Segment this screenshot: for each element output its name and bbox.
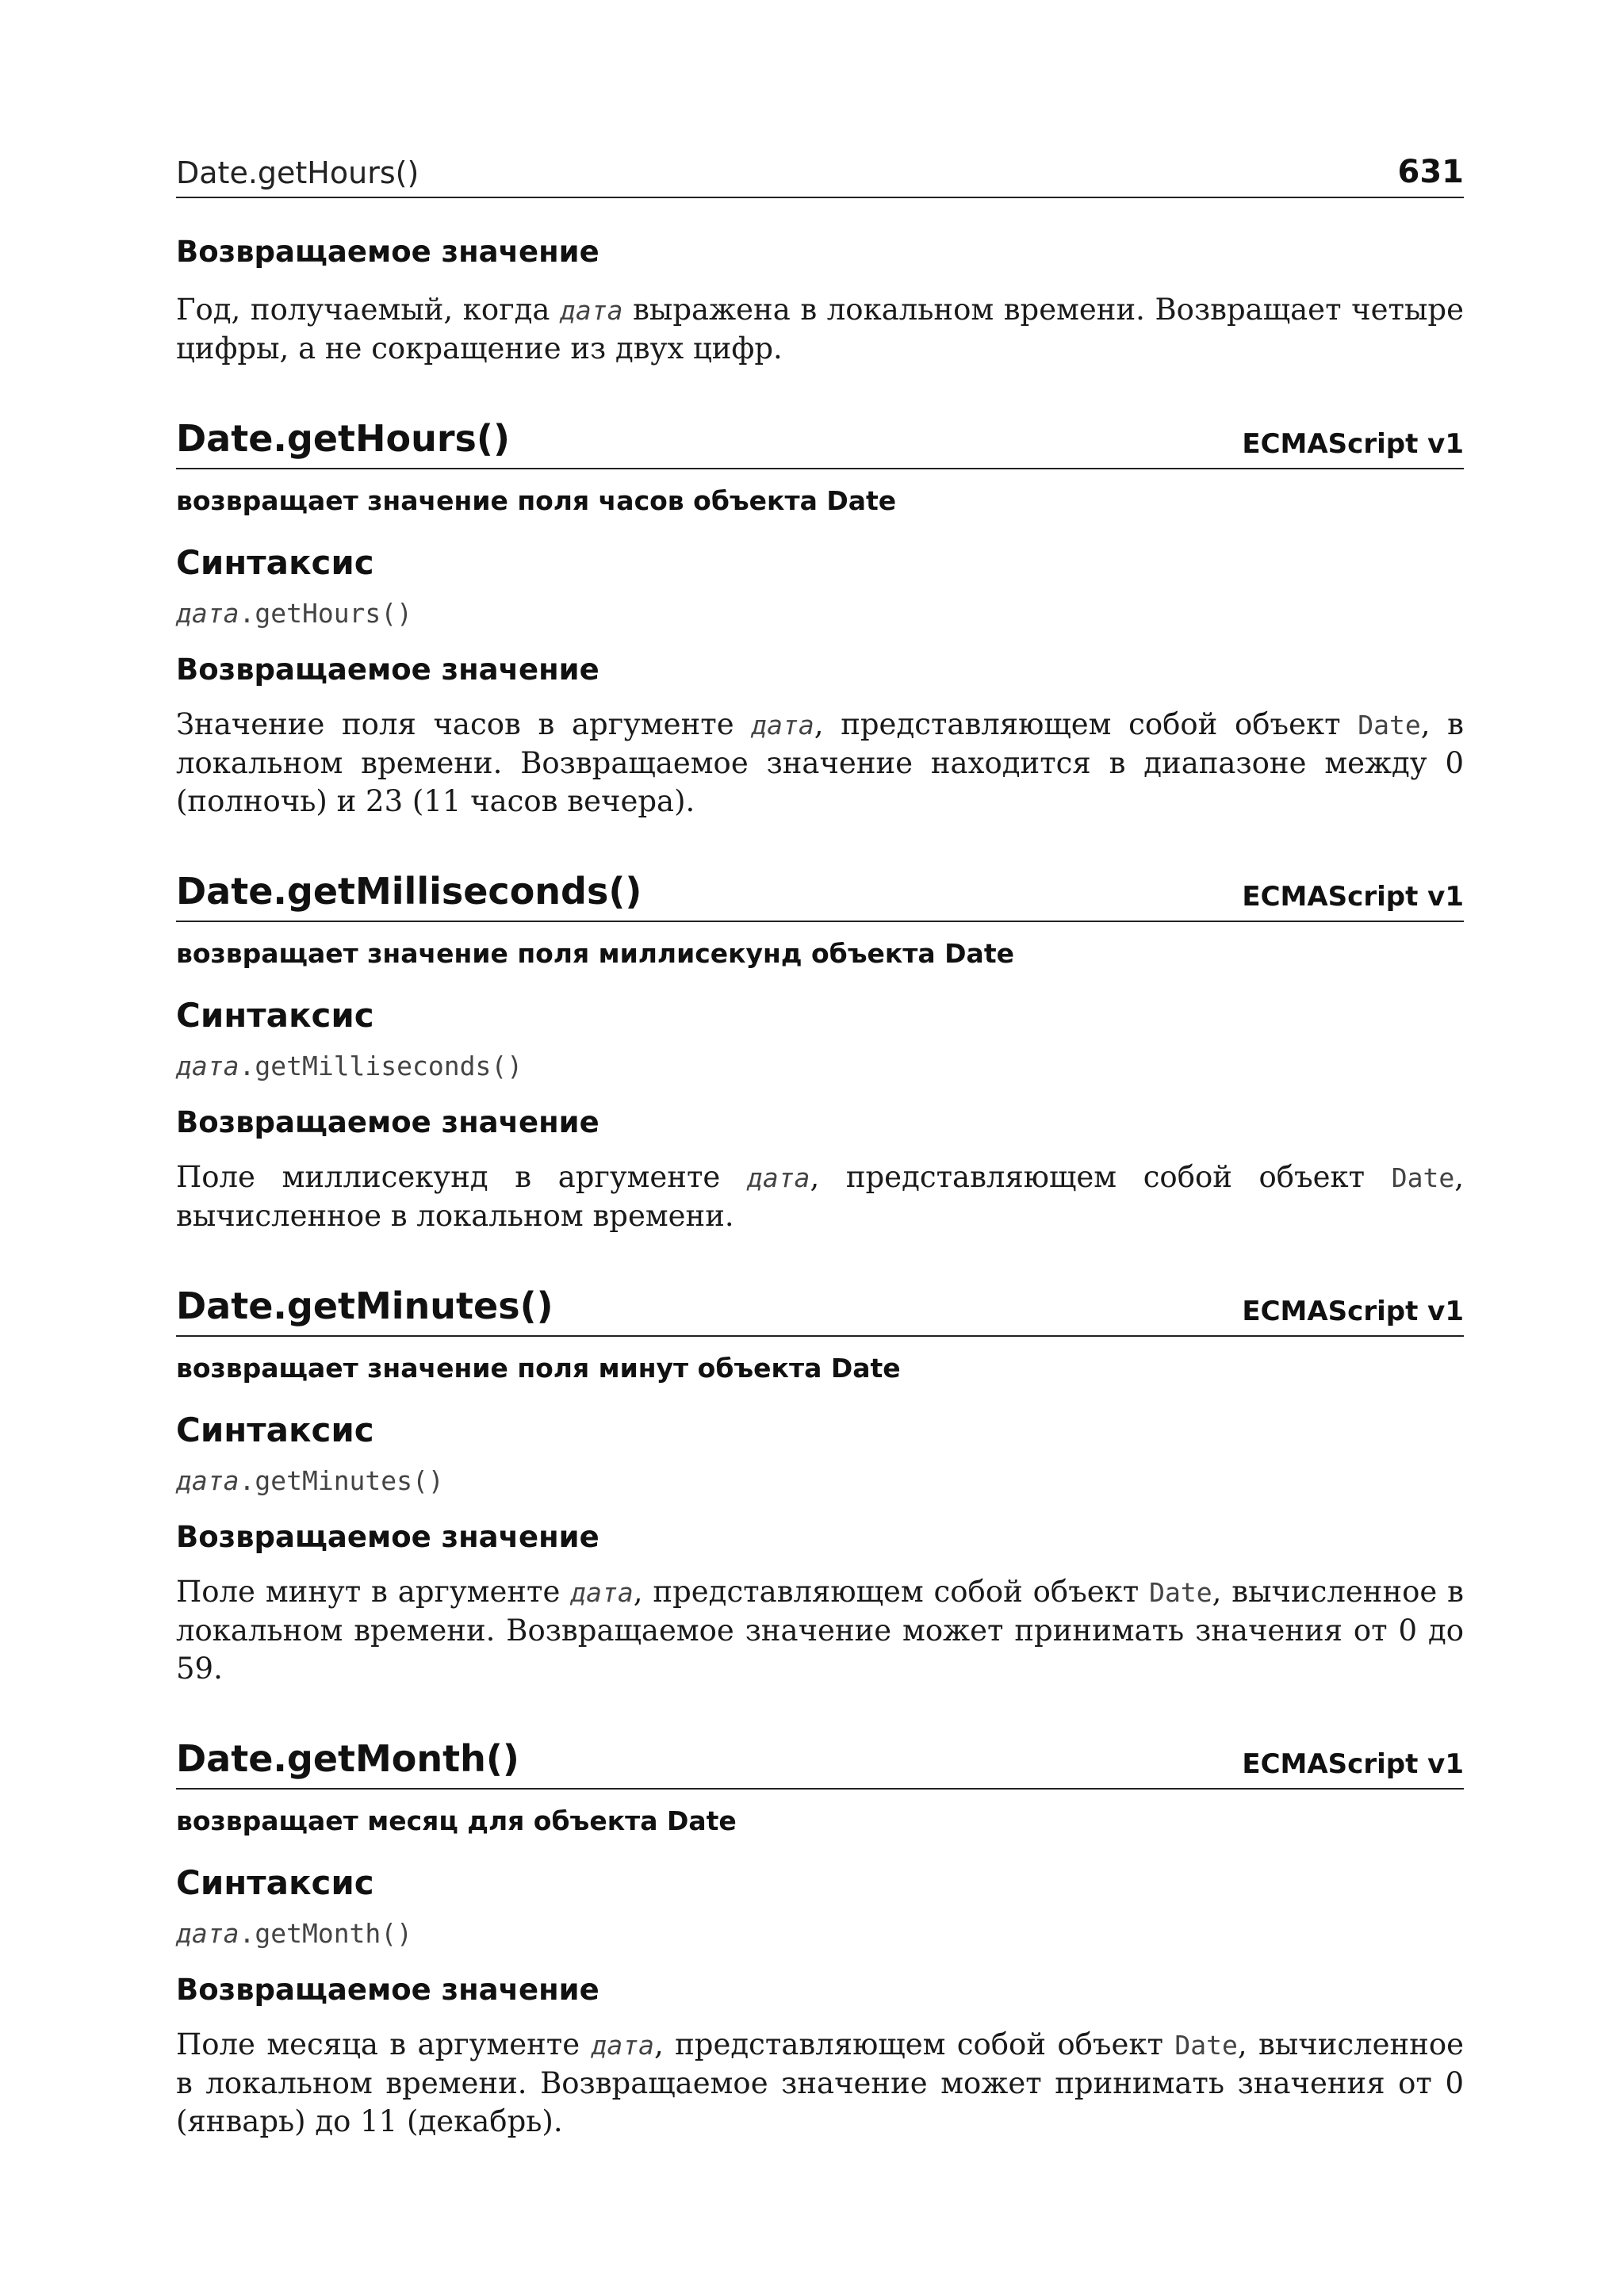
returns-text-part: , вычисленное в локальном времени. Возвращаемое значение может принимать значения от 0 до 59. (176, 1575, 1464, 1686)
date-variable: дата (746, 1162, 810, 1193)
entry-header (176, 417, 1464, 469)
entry-getMonth (176, 1737, 1464, 2141)
code-date: Date (1391, 1162, 1455, 1193)
entry-title: Date.getMilliseconds() (176, 870, 642, 913)
date-variable: дата (176, 1918, 239, 1949)
entry-header (176, 1284, 1464, 1337)
page-number: 631 (1397, 154, 1464, 190)
date-variable: дата (176, 598, 239, 629)
returns-text-part: , представляющем собой объект (810, 1160, 1392, 1194)
date-variable: дата (176, 1465, 239, 1496)
entry-getHours (176, 417, 1464, 821)
date-variable: дата (591, 2030, 654, 2061)
syntax-heading: Синтаксис (176, 543, 374, 582)
entry-description: возвращает значение поля часов объекта Date (176, 485, 897, 516)
returns-text-part: , в локальном времени. Возвращаемое значение находится в диапазоне между 0 (полночь) и 23 (11 часов вечера). (176, 707, 1464, 818)
returns-heading: Возвращаемое значение (176, 1520, 599, 1554)
entry-description: возвращает месяц для объекта Date (176, 1805, 737, 1836)
returns-heading: Возвращаемое значение (176, 653, 599, 687)
syntax-line (176, 1918, 1464, 1949)
returns-text (176, 291, 1464, 368)
returns-text-part: выражена в локальном времени. Возвращает четыре цифры, а не сокращение из двух цифр. (176, 293, 1464, 366)
syntax-method: .getMinutes() (239, 1465, 444, 1496)
returns-text-part: , представляющем собой объект (633, 1575, 1150, 1609)
returns-text (176, 1158, 1464, 1235)
syntax-method: .getMonth() (239, 1918, 413, 1949)
returns-text-part: , вычисленное в локальном времени. Возвращаемое значение может принимать значения от 0 (январь) до 11 (декабрь). (176, 2027, 1464, 2138)
entry-getMilliseconds (176, 870, 1464, 1235)
syntax-line (176, 1051, 1464, 1081)
running-head-title: Date.getHours() (176, 155, 419, 190)
entry-title: Date.getMinutes() (176, 1284, 553, 1327)
returns-heading: Возвращаемое значение (176, 1105, 599, 1139)
entry-standard: ECMAScript v1 (1242, 1296, 1464, 1327)
entry-standard: ECMAScript v1 (1242, 428, 1464, 460)
returns-text-part: Поле миллисекунд в аргументе (176, 1160, 747, 1194)
syntax-method: .getMilliseconds() (239, 1051, 523, 1081)
returns-heading: Возвращаемое значение (176, 1973, 599, 2007)
date-variable: дата (570, 1577, 634, 1608)
returns-text (176, 1573, 1464, 1688)
book-page (176, 143, 1464, 2141)
intro-section (176, 235, 1464, 368)
date-variable: дата (560, 295, 623, 326)
returns-text-part: , представляющем собой объект (814, 707, 1358, 741)
syntax-method: .getHours() (239, 598, 413, 629)
syntax-heading: Синтаксис (176, 1411, 374, 1449)
code-date: Date (1149, 1577, 1212, 1608)
returns-text (176, 706, 1464, 821)
syntax-heading: Синтаксис (176, 996, 374, 1035)
syntax-line (176, 1465, 1464, 1496)
entry-header (176, 1737, 1464, 1790)
entry-standard: ECMAScript v1 (1242, 881, 1464, 913)
entry-standard: ECMAScript v1 (1242, 1748, 1464, 1780)
date-variable: дата (176, 1051, 239, 1081)
entry-title: Date.getMonth() (176, 1737, 519, 1780)
entry-header (176, 870, 1464, 922)
entry-getMinutes (176, 1284, 1464, 1688)
code-date: Date (1358, 710, 1421, 741)
returns-text-part: Год, получаемый, когда (176, 293, 561, 327)
returns-text-part: Поле минут в аргументе (176, 1575, 571, 1609)
entry-description: возвращает значение поля минут объекта Date (176, 1353, 901, 1384)
returns-text-part: Поле месяца в аргументе (176, 2027, 592, 2061)
entry-title: Date.getHours() (176, 417, 510, 460)
syntax-line (176, 598, 1464, 629)
returns-text-part: Значение поля часов в аргументе (176, 707, 752, 741)
running-head (176, 143, 1464, 198)
returns-text (176, 2026, 1464, 2141)
code-date: Date (1174, 2030, 1238, 2061)
date-variable: дата (751, 710, 814, 741)
returns-text-part: , вычисленное в локальном времени. (176, 1160, 1464, 1233)
returns-heading: Возвращаемое значение (176, 235, 599, 269)
returns-text-part: , представляющем собой объект (654, 2027, 1175, 2061)
entry-description: возвращает значение поля миллисекунд объекта Date (176, 938, 1014, 969)
syntax-heading: Синтаксис (176, 1863, 374, 1902)
